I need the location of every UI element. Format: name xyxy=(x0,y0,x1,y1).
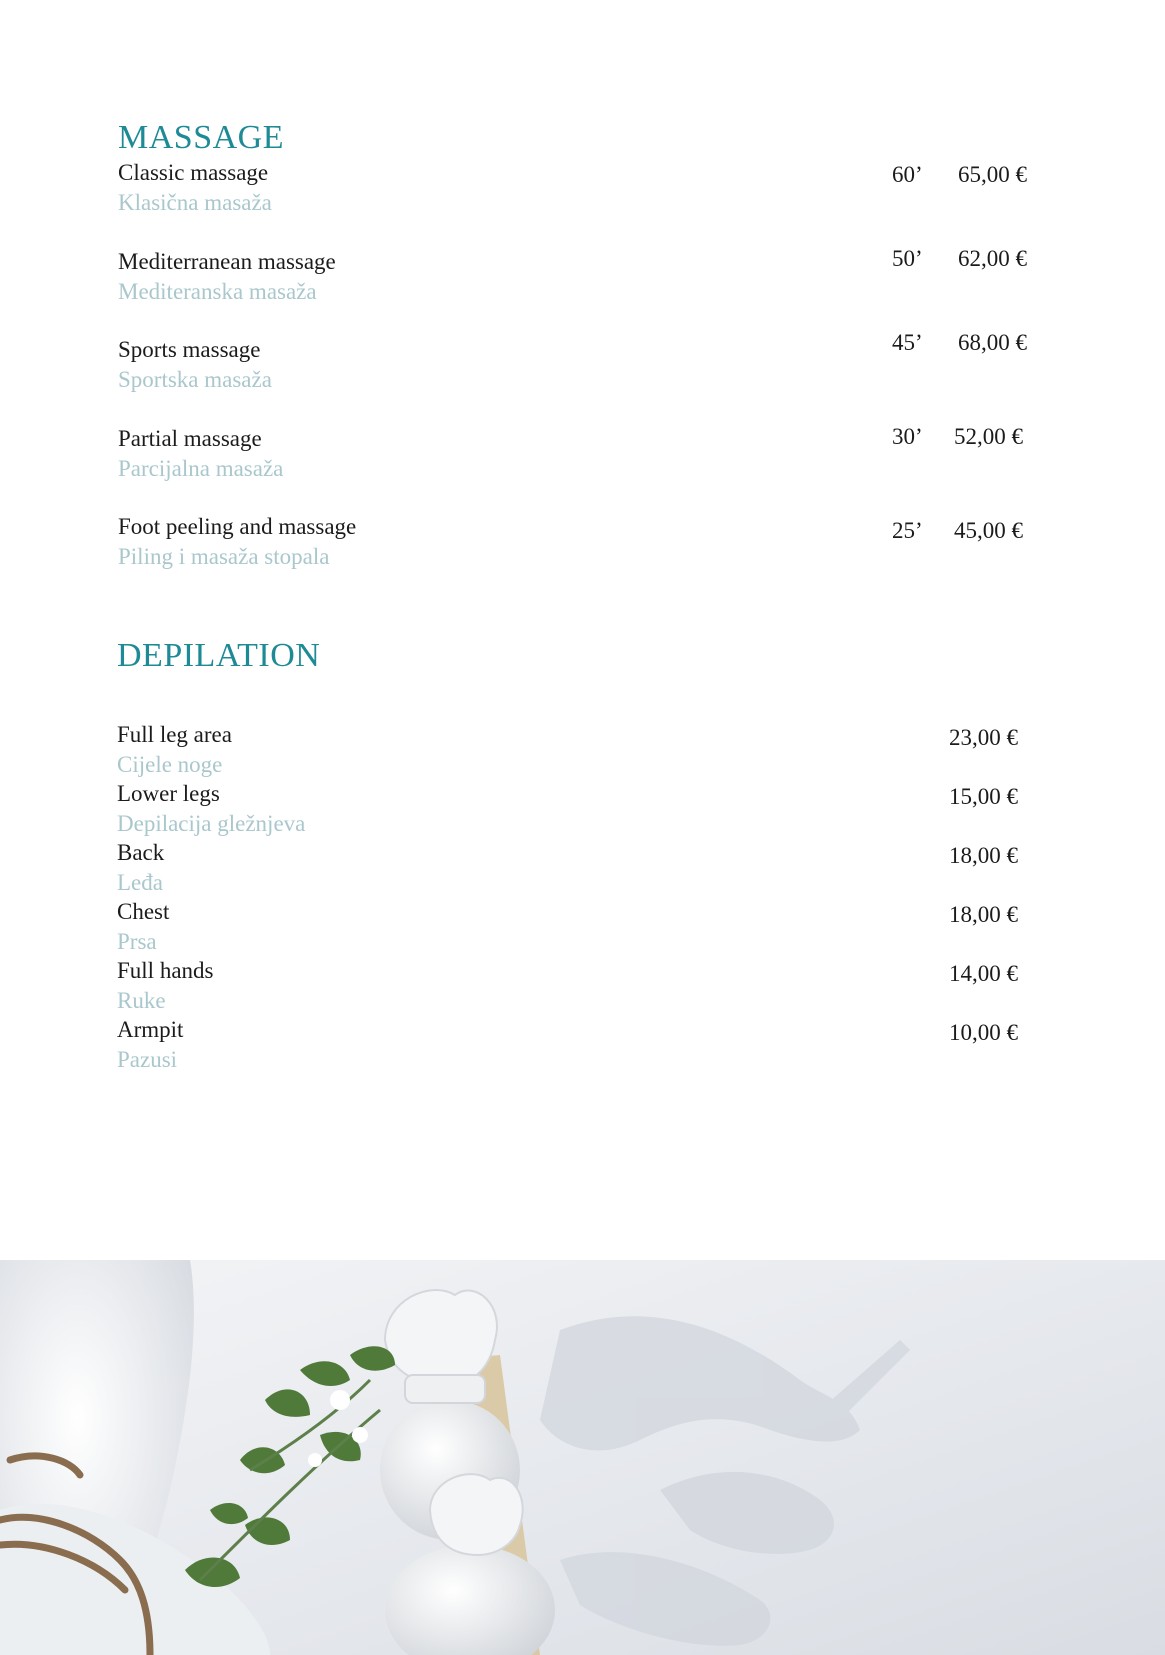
depilation-item-price: 18,00 € xyxy=(949,902,1018,927)
depilation-item-name: Full hands xyxy=(117,958,214,983)
massage-item-duration: 60’ xyxy=(892,162,923,187)
depilation-item-name: Chest xyxy=(117,899,170,924)
depilation-item-price: 15,00 € xyxy=(949,784,1018,809)
spa-photo-illustration xyxy=(0,1260,1165,1655)
massage-item-price: 68,00 € xyxy=(958,330,1027,355)
depilation-section-title: DEPILATION xyxy=(117,637,321,674)
depilation-item-name: Full leg area xyxy=(117,722,232,747)
massage-item-translation: Mediteranska masaža xyxy=(118,279,317,304)
depilation-item-name: Back xyxy=(117,840,165,865)
massage-item-price: 65,00 € xyxy=(958,162,1027,187)
massage-item-duration: 25’ xyxy=(892,518,923,543)
depilation-item-price: 14,00 € xyxy=(949,961,1018,986)
massage-item-translation: Piling i masaža stopala xyxy=(118,544,330,569)
massage-item-price: 52,00 € xyxy=(954,424,1023,449)
depilation-item-translation: Pazusi xyxy=(117,1047,178,1072)
massage-item-name: Partial massage xyxy=(118,426,262,451)
massage-item-duration: 30’ xyxy=(892,424,923,449)
depilation-item-translation: Depilacija gležnjeva xyxy=(117,811,306,836)
depilation-item-name: Armpit xyxy=(117,1017,184,1042)
massage-item-translation: Sportska masaža xyxy=(118,367,272,392)
depilation-item-price: 23,00 € xyxy=(949,725,1018,750)
depilation-item-price: 10,00 € xyxy=(949,1020,1018,1045)
depilation-item-price: 18,00 € xyxy=(949,843,1018,868)
depilation-item-name: Lower legs xyxy=(117,781,220,806)
massage-item-translation: Klasična masaža xyxy=(118,190,272,215)
spa-photo xyxy=(0,1260,1165,1655)
massage-item-name: Foot peeling and massage xyxy=(118,514,357,539)
massage-item-name: Classic massage xyxy=(118,160,269,185)
depilation-item-translation: Cijele noge xyxy=(117,752,223,777)
massage-item-price: 45,00 € xyxy=(954,518,1023,543)
massage-item-name: Sports massage xyxy=(118,337,261,362)
massage-item-translation: Parcijalna masaža xyxy=(118,456,284,481)
depilation-item-translation: Ruke xyxy=(117,988,166,1013)
massage-section-title: MASSAGE xyxy=(118,119,284,156)
massage-item-duration: 45’ xyxy=(892,330,923,355)
massage-item-duration: 50’ xyxy=(892,246,923,271)
massage-item-price: 62,00 € xyxy=(958,246,1027,271)
depilation-item-translation: Prsa xyxy=(117,929,157,954)
massage-item-name: Mediterranean massage xyxy=(118,249,336,274)
depilation-item-translation: Leđa xyxy=(117,870,163,895)
